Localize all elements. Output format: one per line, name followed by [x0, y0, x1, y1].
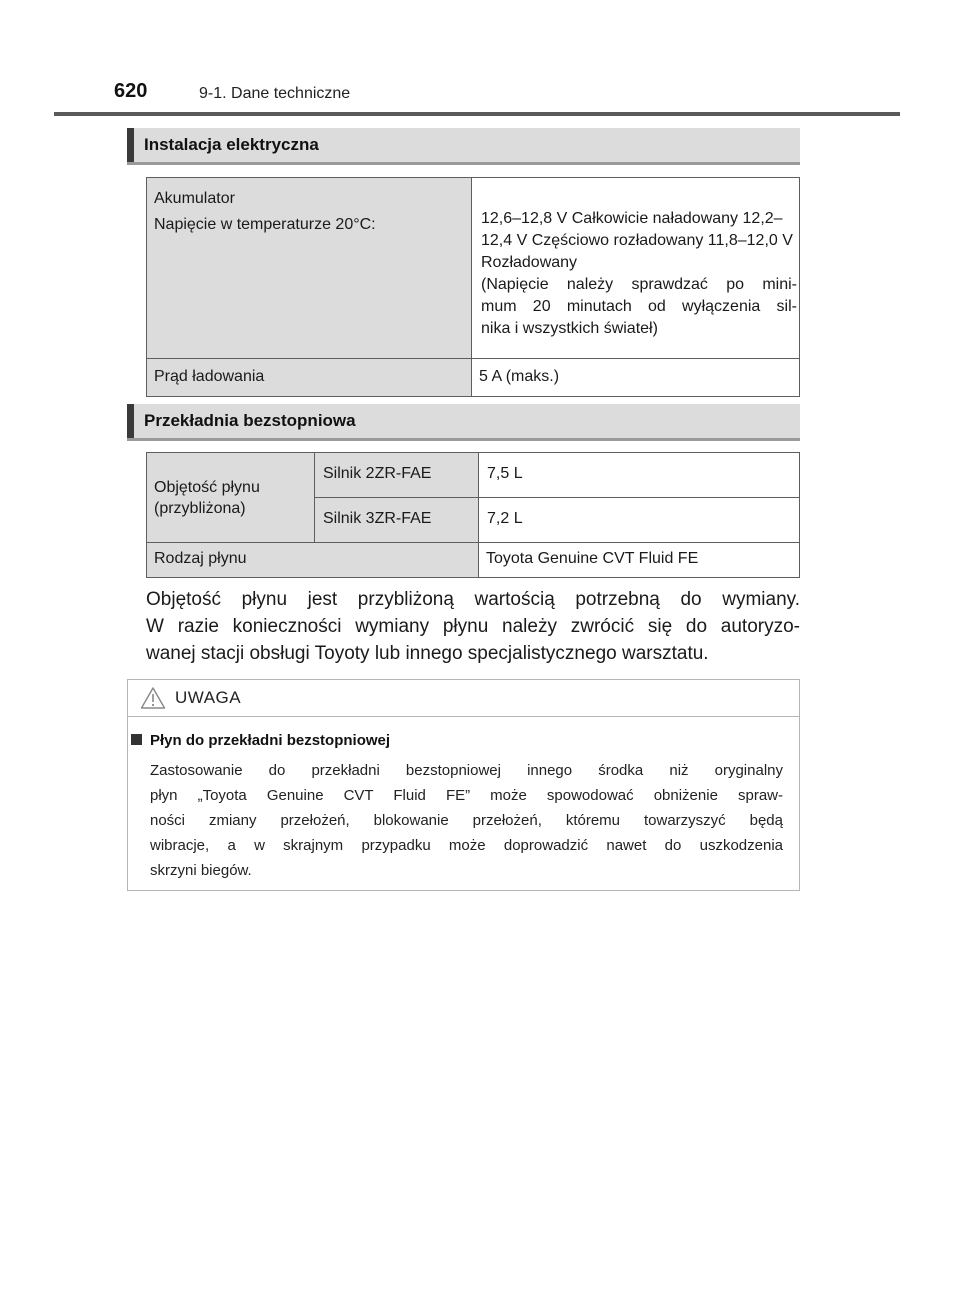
voltage-line: 12,6–12,8 V Całkowicie naładowany	[481, 210, 739, 227]
warning-body	[150, 758, 783, 883]
fluid-type-label-cell	[147, 543, 479, 578]
section-heading-cvt	[127, 404, 800, 441]
fluid-type-value-cell	[479, 543, 800, 578]
fluid-type-label: Rodzaj płynu	[154, 550, 247, 567]
voltage-note-line: mum 20 minutach od wyłączenia sil-	[481, 298, 797, 315]
warning-line: wibracje, a w skrajnym przypadku może doprowadzić nawet do uszkodzenia	[150, 837, 783, 854]
voltage-note-line: (Napięcie należy sprawdzać po mini-	[481, 276, 797, 293]
voltage-line: 12,2–12,4 V Częściowo rozładowany	[481, 210, 783, 249]
engine-volume-cell	[479, 498, 800, 543]
engine-name-cell	[315, 498, 479, 543]
warning-header	[128, 680, 799, 717]
paragraph-line: wanej stacji obsługi Toyoty lub innego specjalistycznego warsztatu.	[146, 643, 709, 664]
charging-value-cell	[472, 359, 800, 397]
electrical-spec-table	[146, 177, 800, 397]
voltage-values-cell	[472, 178, 800, 359]
warning-line: Zastosowanie do przekładni bezstopniowej innego środka niż oryginalny	[150, 762, 783, 779]
warning-title: UWAGA	[175, 688, 242, 707]
warning-subheading	[131, 732, 390, 749]
chapter-title: 9-1. Dane techniczne	[199, 85, 351, 102]
warning-triangle-icon	[140, 686, 166, 710]
table-row	[147, 178, 800, 359]
table-row	[147, 543, 800, 578]
warning-line: płyn „Toyota Genuine CVT Fluid FE” może spowodować obniżenie spraw-	[150, 787, 783, 804]
charging-label-cell	[147, 359, 472, 397]
engine-name-cell	[315, 453, 479, 498]
bullet-square-icon	[131, 734, 142, 745]
engine-name: Silnik 3ZR-FAE	[323, 510, 432, 527]
section-marker	[127, 404, 134, 438]
warning-line: skrzyni biegów.	[150, 862, 252, 879]
section-title: Instalacja elektryczna	[144, 135, 319, 154]
fluid-type-value: Toyota Genuine CVT Fluid FE	[486, 550, 699, 567]
table-row	[147, 359, 800, 397]
engine-name: Silnik 2ZR-FAE	[323, 465, 432, 482]
paragraph-line: W razie konieczności wymiany płynu należy zwrócić się do autoryzo-	[146, 616, 800, 637]
warning-line: ności zmiany przełożeń, blokowanie przełożeń, któremu towarzyszyć będą	[150, 812, 783, 829]
battery-label: Akumulator	[154, 190, 235, 207]
section-title: Przekładnia bezstopniowa	[144, 411, 356, 430]
warning-subheading-text: Płyn do przekładni bezstopniowej	[150, 732, 391, 749]
voltage-line: 11,8–12,0 V Rozładowany	[481, 232, 793, 271]
engine-volume-cell	[479, 453, 800, 498]
battery-label-cell	[147, 178, 472, 359]
charging-value: 5 A (maks.)	[479, 368, 560, 385]
engine-volume: 7,5 L	[487, 465, 523, 482]
cvt-spec-table	[146, 452, 800, 578]
volume-label-cell	[147, 453, 315, 543]
warning-box	[127, 679, 800, 891]
charging-label: Prąd ładowania	[154, 368, 265, 385]
section-heading-electrical	[127, 128, 800, 165]
page-header	[114, 80, 900, 110]
table-row	[147, 453, 800, 498]
page-number: 620	[114, 80, 148, 102]
paragraph-line: Objętość płynu jest przybliżoną wartością potrzebną do wymiany.	[146, 589, 800, 610]
section-marker	[127, 128, 134, 162]
header-rule	[54, 112, 900, 116]
engine-volume: 7,2 L	[487, 510, 523, 527]
volume-label-line: (przybliżona)	[154, 499, 246, 517]
volume-label-line: Objętość płynu	[154, 478, 260, 496]
voltage-note-line: nika i wszystkich świateł)	[481, 320, 658, 337]
voltage-label: Napięcie w temperaturze 20°C:	[154, 216, 376, 233]
body-paragraph	[146, 586, 800, 667]
